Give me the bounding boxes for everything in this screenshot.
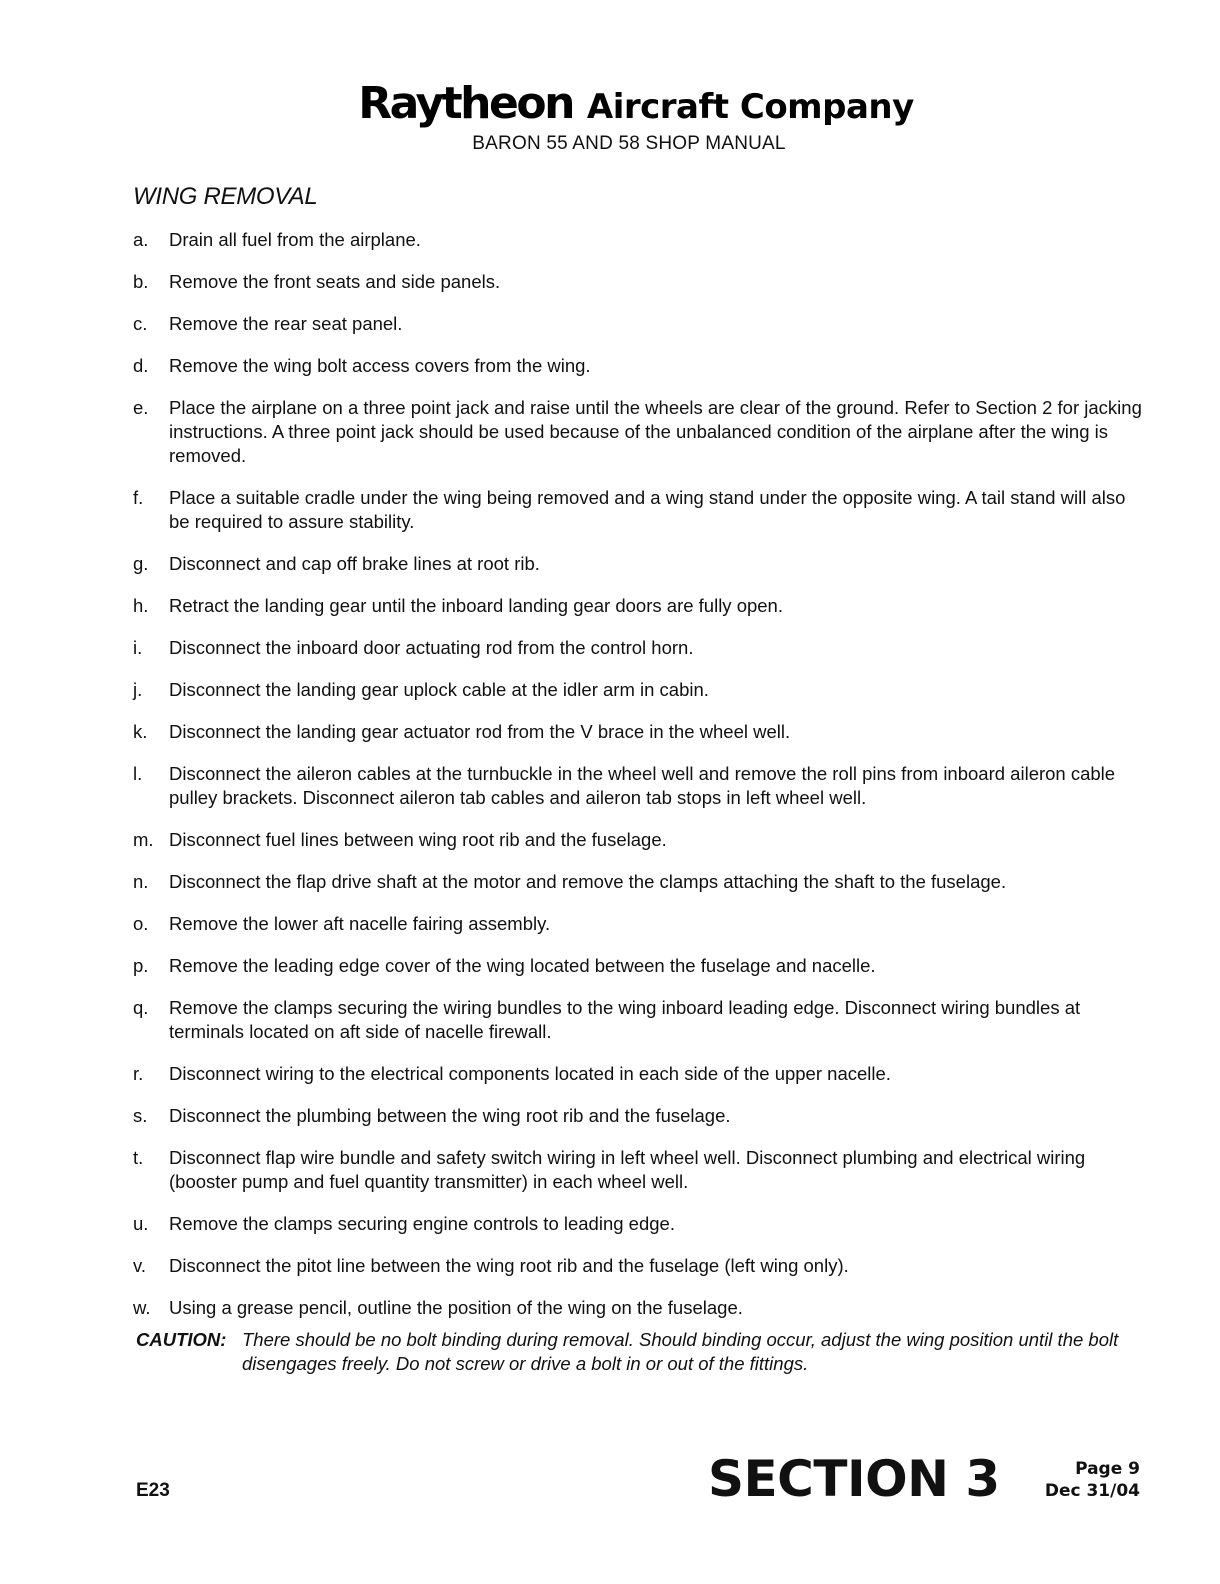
step-letter: h. xyxy=(133,595,149,616)
procedure-step xyxy=(133,870,1143,894)
step-letter: a. xyxy=(133,229,149,250)
caution-label: CAUTION: xyxy=(136,1329,227,1350)
step-letter: k. xyxy=(133,721,148,742)
step-letter: b. xyxy=(133,271,149,292)
step-text: Remove the rear seat panel. xyxy=(169,313,403,334)
step-text: Disconnect the aileron cables at the turnbuckle in the wheel well and remove the roll pins from inboard aileron cable pulley brackets. Disconnect aileron tab cables and aileron tab stops in left wheel well. xyxy=(169,763,1116,808)
step-letter: n. xyxy=(133,871,149,892)
step-text: Retract the landing gear until the inboard landing gear doors are fully open. xyxy=(169,595,783,616)
step-text: Disconnect the landing gear actuator rod from the V brace in the wheel well. xyxy=(169,721,791,742)
procedure-step xyxy=(133,912,1143,936)
procedure-step xyxy=(133,396,1143,468)
step-text: Disconnect fuel lines between wing root rib and the fuselage. xyxy=(169,829,667,850)
step-letter: r. xyxy=(133,1063,144,1084)
step-text: Disconnect the pitot line between the wing root rib and the fuselage (left wing only). xyxy=(169,1255,849,1276)
procedure-step xyxy=(133,1254,1143,1278)
step-text: Remove the front seats and side panels. xyxy=(169,271,501,292)
procedure-step xyxy=(133,312,1143,336)
procedure-step xyxy=(133,228,1143,252)
page-number: Page 9 xyxy=(1075,1459,1140,1479)
step-text: Remove the clamps securing the wiring bundles to the wing inboard leading edge. Disconnect wiring bundles at terminals located on aft side of nacelle firewall. xyxy=(169,997,1081,1042)
step-letter: g. xyxy=(133,553,149,574)
document-code: E23 xyxy=(136,1480,170,1501)
step-text: Remove the wing bolt access covers from the wing. xyxy=(169,355,591,376)
procedure-step xyxy=(133,270,1143,294)
procedure-step xyxy=(133,678,1143,702)
step-letter: s. xyxy=(133,1105,148,1126)
procedure-step xyxy=(133,354,1143,378)
procedure-step xyxy=(133,1146,1143,1194)
step-text: Disconnect and cap off brake lines at root rib. xyxy=(169,553,540,574)
procedure-step xyxy=(133,996,1143,1044)
revision-date: Dec 31/04 xyxy=(1044,1481,1140,1501)
step-text: Using a grease pencil, outline the position of the wing on the fuselage. xyxy=(169,1297,743,1318)
step-text: Disconnect the landing gear uplock cable at the idler arm in cabin. xyxy=(169,679,709,700)
step-text: Disconnect the flap drive shaft at the motor and remove the clamps attaching the shaft to the fuselage. xyxy=(169,871,1007,892)
step-letter: j. xyxy=(133,679,143,700)
step-letter: u. xyxy=(133,1213,149,1234)
manual-title: BARON 55 AND 58 SHOP MANUAL xyxy=(472,133,786,154)
procedure-step xyxy=(133,954,1143,978)
procedure-step xyxy=(133,594,1143,618)
step-letter: v. xyxy=(133,1255,147,1276)
step-text: Disconnect flap wire bundle and safety switch wiring in left wheel well. Disconnect plumbing and electrical wiring (booster pump and fuel quantity transmitter) in each wheel well. xyxy=(169,1147,1086,1192)
raytheon-logo: Raytheon xyxy=(358,78,573,129)
procedure-step xyxy=(133,552,1143,576)
step-letter: p. xyxy=(133,955,149,976)
procedure-step xyxy=(133,1062,1143,1086)
step-text: Drain all fuel from the airplane. xyxy=(169,229,421,250)
procedure-step xyxy=(133,486,1143,534)
step-text: Disconnect wiring to the electrical components located in each side of the upper nacelle. xyxy=(169,1063,891,1084)
step-text: Remove the lower aft nacelle fairing assembly. xyxy=(169,913,551,934)
step-letter: d. xyxy=(133,355,149,376)
step-text: Remove the clamps securing engine controls to leading edge. xyxy=(169,1213,675,1234)
caution-text: There should be no bolt binding during removal. Should binding occur, adjust the wing position until the bolt disengages freely. Do not screw or drive a bolt in or out of the fittings. xyxy=(242,1329,1119,1374)
procedure-step xyxy=(133,762,1143,810)
procedure-step xyxy=(133,720,1143,744)
step-letter: i. xyxy=(133,637,143,658)
section-number: SECTION 3 xyxy=(708,1450,1000,1508)
step-letter: q. xyxy=(133,997,149,1018)
procedure-step xyxy=(133,1296,1143,1320)
procedure-step xyxy=(133,828,1143,852)
caution-note xyxy=(136,1328,1146,1376)
step-letter: m. xyxy=(133,829,154,850)
step-letter: f. xyxy=(133,487,144,508)
company-name: Aircraft Company xyxy=(586,87,914,127)
brand-line xyxy=(52,78,1220,129)
step-letter: o. xyxy=(133,913,149,934)
procedure-step xyxy=(133,1104,1143,1128)
procedure-step xyxy=(133,636,1143,660)
step-letter: l. xyxy=(133,763,143,784)
procedure-step xyxy=(133,1212,1143,1236)
step-letter: w. xyxy=(133,1297,151,1318)
step-letter: t. xyxy=(133,1147,144,1168)
page-info xyxy=(1045,1458,1140,1502)
step-text: Disconnect the plumbing between the wing root rib and the fuselage. xyxy=(169,1105,731,1126)
procedure-steps xyxy=(133,228,1143,1338)
step-letter: e. xyxy=(133,397,149,418)
step-text: Place a suitable cradle under the wing being removed and a wing stand under the opposite wing. A tail stand will also be required to assure stability. xyxy=(169,487,1126,532)
step-text: Remove the leading edge cover of the wing located between the fuselage and nacelle. xyxy=(169,955,876,976)
section-heading: WING REMOVAL xyxy=(133,183,318,210)
step-letter: c. xyxy=(133,313,148,334)
step-text: Place the airplane on a three point jack and raise until the wheels are clear of the ground. Refer to Section 2 for jacking instructions. A three point jack should be used because of the unbalanced condition of the airplane after the wing is removed. xyxy=(169,397,1142,466)
page-header xyxy=(0,78,1220,155)
step-text: Disconnect the inboard door actuating rod from the control horn. xyxy=(169,637,694,658)
